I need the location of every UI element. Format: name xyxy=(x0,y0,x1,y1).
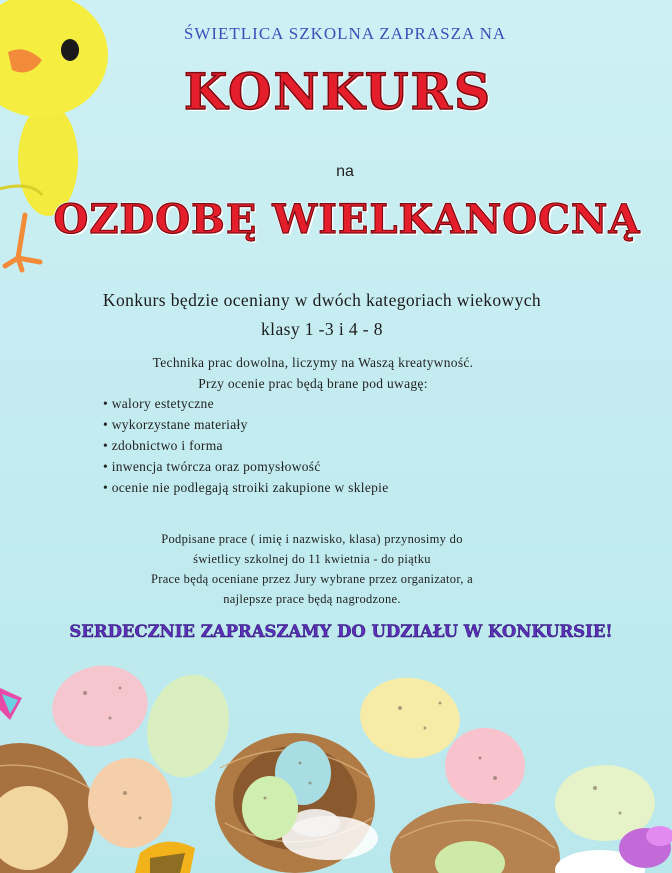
closing-invitation: SERDECZNIE ZAPRASZAMY DO UDZIAŁU W KONKURSIE! xyxy=(69,622,613,641)
easter-eggs-nests-photo xyxy=(0,648,672,873)
page-subtitle: OZDOBĘ WIELKANOCNĄ xyxy=(53,196,641,243)
info-line: świetlicy szkolnej do 11 kwietnia - do piątku xyxy=(193,552,431,566)
list-item: • zdobnictwo i forma xyxy=(103,435,389,456)
invite-line: ŚWIETLICA SZKOLNA ZAPRASZA NA xyxy=(183,24,507,43)
title-connector: na xyxy=(336,163,354,180)
rules-line: Technika prac dowolna, liczymy na Waszą kreatywność. xyxy=(152,355,474,370)
age-categories: klasy 1 -3 i 4 - 8 xyxy=(261,319,383,339)
rules-line: Przy ocenie prac będą brane pod uwagę: xyxy=(198,376,428,391)
criteria-list xyxy=(103,393,389,498)
intro-text xyxy=(0,286,644,344)
info-line: najlepsze prace będą nagrodzone. xyxy=(223,592,401,606)
list-item: • wykorzystane materiały xyxy=(103,414,389,435)
list-item: • ocenie nie podlegają stroiki zakupione w sklepie xyxy=(103,477,389,498)
info-line: Podpisane prace ( imię i nazwisko, klasa) przynosimy do xyxy=(161,532,463,546)
info-line: Prace będą oceniane przez Jury wybrane przez organizator, a xyxy=(150,572,473,586)
rules-text xyxy=(0,352,626,394)
page-title: KONKURS xyxy=(183,62,493,121)
list-item: • inwencja twórcza oraz pomysłowość xyxy=(103,456,389,477)
list-item: • walory estetyczne xyxy=(103,393,389,414)
submission-info xyxy=(0,529,624,609)
intro-line: Konkurs będzie oceniany w dwóch kategoriach wiekowych xyxy=(102,290,542,310)
